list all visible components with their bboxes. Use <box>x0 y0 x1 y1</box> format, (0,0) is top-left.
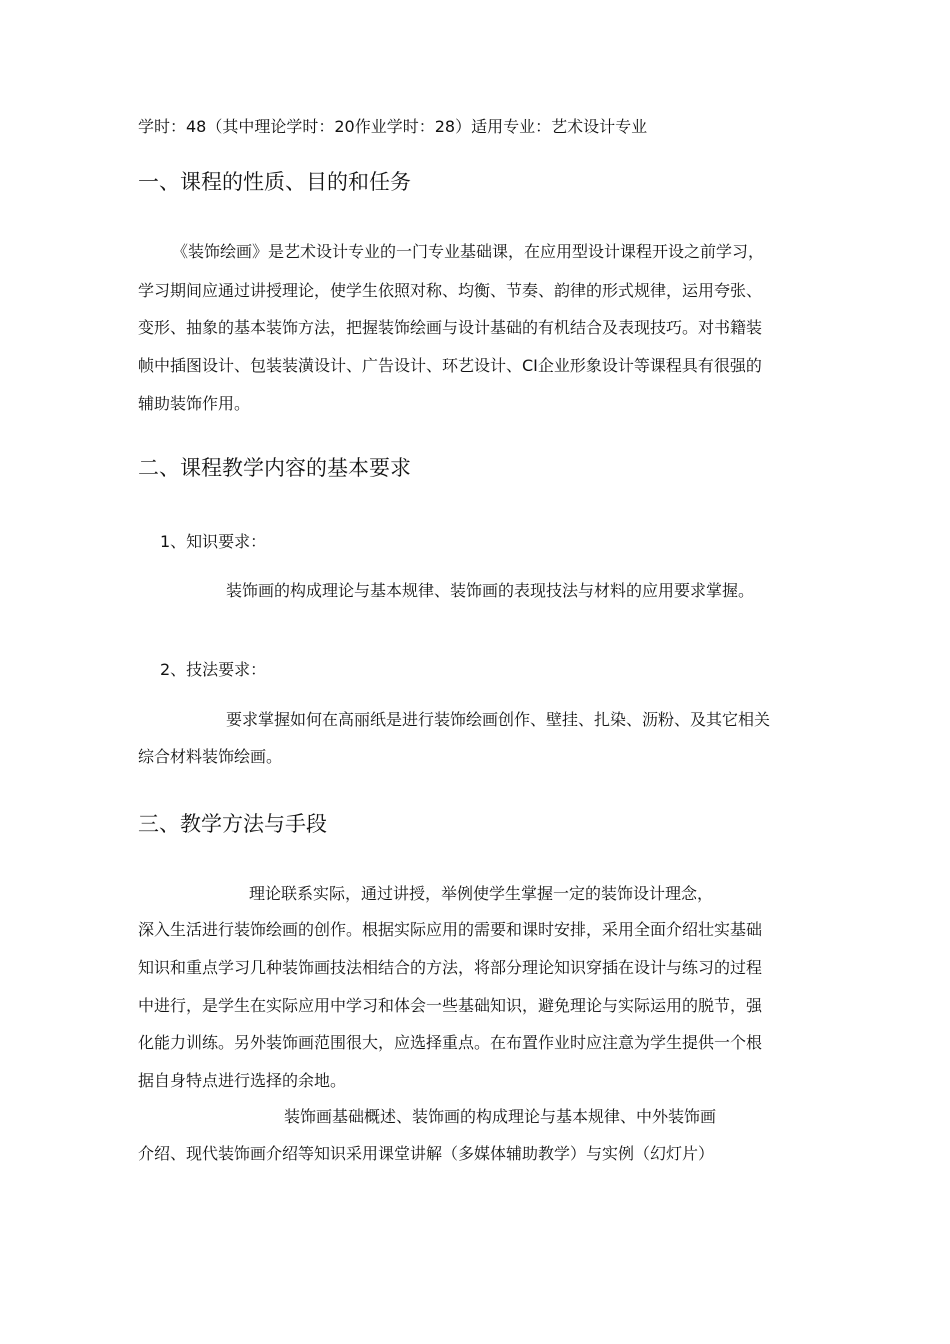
paragraph-line: 介绍、现代装饰画介绍等知识采用课堂讲解（多媒体辅助教学）与实例（幻灯片） <box>138 1144 715 1163</box>
paragraph-line: 辅助装饰作用。 <box>138 394 251 413</box>
paragraph-line: 深入生活进行装饰绘画的创作。根据实际应用的需要和课时安排，采用全面介绍壮实基础 <box>138 920 763 939</box>
paragraph-line: 理论联系实际，通过讲授，举例使学生掌握一定的装饰设计理念， <box>249 884 714 903</box>
paragraph-line: 帧中插图设计、包装装潢设计、广告设计、环艺设计、CI企业形象设计等课程具有很强的 <box>138 356 762 375</box>
paragraph-line: 综合材料装饰绘画。 <box>138 747 283 766</box>
knowledge-requirement-text: 装饰画的构成理论与基本规律、装饰画的表现技法与材料的应用要求掌握。 <box>226 581 755 600</box>
section-2-heading: 二、课程教学内容的基本要求 <box>138 456 411 480</box>
paragraph-line: 变形、抽象的基本装饰方法，把握装饰绘画与设计基础的有机结合及表现技巧。对书籍装 <box>138 318 763 337</box>
paragraph-line: 要求掌握如何在高丽纸是进行装饰绘画创作、壁挂、扎染、沥粉、及其它相关 <box>226 710 771 729</box>
course-hours-line: 学时：48（其中理论学时：20作业学时：28）适用专业：艺术设计专业 <box>138 117 648 136</box>
paragraph-line: 装饰画基础概述、装饰画的构成理论与基本规律、中外装饰画 <box>284 1107 717 1126</box>
knowledge-requirement-label: 1、知识要求： <box>160 532 267 551</box>
paragraph-line: 知识和重点学习几种装饰画技法相结合的方法，将部分理论知识穿插在设计与练习的过程 <box>138 958 763 977</box>
paragraph-line: 《装饰绘画》是艺术设计专业的一门专业基础课，在应用型设计课程开设之前学习， <box>172 242 765 261</box>
section-3-heading: 三、教学方法与手段 <box>138 812 327 836</box>
paragraph-line: 中进行，是学生在实际应用中学习和体会一些基础知识，避免理论与实际运用的脱节，强 <box>138 996 763 1015</box>
section-1-heading: 一、课程的性质、目的和任务 <box>138 170 411 194</box>
paragraph-line: 据自身特点进行选择的余地。 <box>138 1071 347 1090</box>
paragraph-line: 学习期间应通过讲授理论，使学生依照对称、均衡、节奏、韵律的形式规律，运用夸张、 <box>138 281 763 300</box>
technique-requirement-label: 2、技法要求： <box>160 660 267 679</box>
paragraph-line: 化能力训练。另外装饰画范围很大，应选择重点。在布置作业时应注意为学生提供一个根 <box>138 1033 763 1052</box>
